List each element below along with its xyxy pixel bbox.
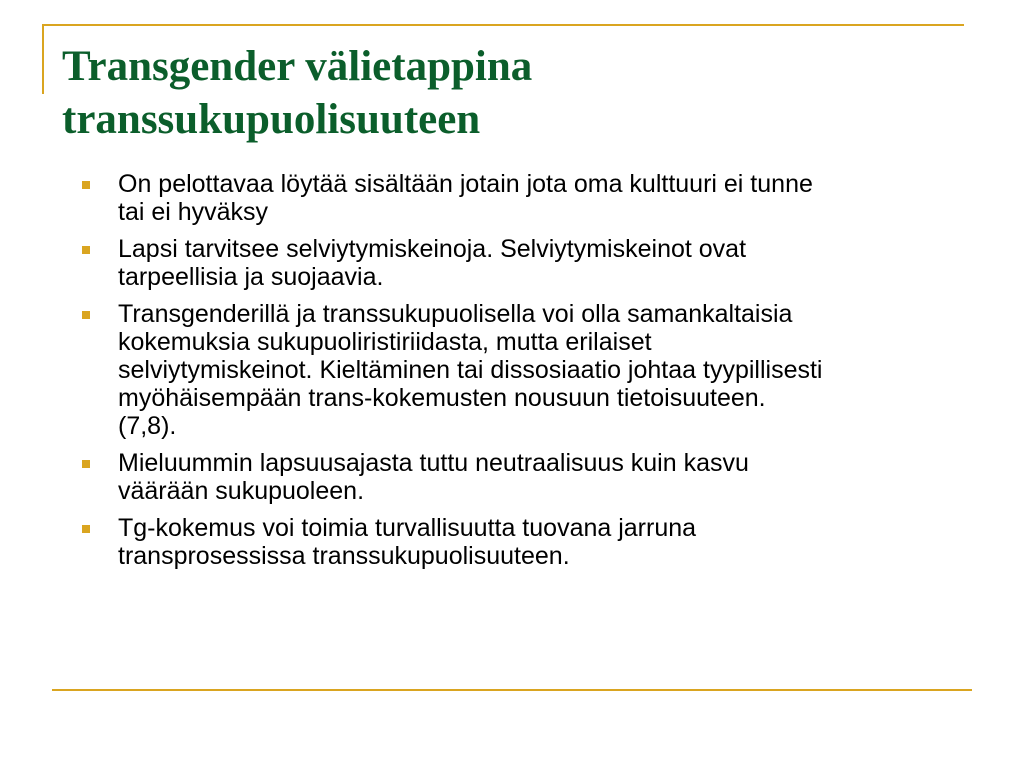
bullet-text-line: transprosessissa transsukupuolisuuteen. xyxy=(118,542,570,570)
bullet-text-line: Mieluummin lapsuusajasta tuttu neutraalisuus kuin kasvu xyxy=(118,449,749,477)
bullet-text-line: kokemuksia sukupuoliristiriidasta, mutta erilaiset xyxy=(118,328,652,356)
slide-title xyxy=(62,40,982,146)
square-bullet-icon xyxy=(82,311,90,319)
bullet-item xyxy=(78,235,968,291)
top-border-line xyxy=(42,24,964,26)
bottom-border-line xyxy=(52,689,972,691)
bullet-item xyxy=(78,170,968,226)
square-bullet-icon xyxy=(82,460,90,468)
bullet-text-line: Transgenderillä ja transsukupuolisella voi olla samankaltaisia xyxy=(118,300,793,328)
bullet-item xyxy=(78,449,968,505)
bullet-text-line: selviytymiskeinot. Kieltäminen tai dissosiaatio johtaa tyypillisesti xyxy=(118,356,823,384)
square-bullet-icon xyxy=(82,181,90,189)
left-border-line xyxy=(42,24,44,94)
bullet-text-line: tai ei hyväksy xyxy=(118,198,269,226)
bullet-item xyxy=(78,514,968,570)
bullet-item xyxy=(78,300,968,440)
slide-title-line-2: transsukupuolisuuteen xyxy=(62,96,481,143)
bullet-text-line: Lapsi tarvitsee selviytymiskeinoja. Selviytymiskeinot ovat xyxy=(118,235,747,263)
bullet-text-line: väärään sukupuoleen. xyxy=(118,477,365,505)
bullet-text-line: myöhäisempään trans-kokemusten nousuun tietoisuuteen. xyxy=(118,384,766,412)
bullet-text-line: Tg-kokemus voi toimia turvallisuutta tuovana jarruna xyxy=(118,514,697,542)
slide-title-line-1: Transgender välietappina xyxy=(62,43,533,90)
square-bullet-icon xyxy=(82,246,90,254)
square-bullet-icon xyxy=(82,525,90,533)
bullet-text-line: On pelottavaa löytää sisältään jotain jota oma kulttuuri ei tunne xyxy=(118,170,813,198)
bullet-list xyxy=(78,170,968,579)
bullet-text-line: (7,8). xyxy=(118,412,177,440)
bullet-text-line: tarpeellisia ja suojaavia. xyxy=(118,263,384,291)
